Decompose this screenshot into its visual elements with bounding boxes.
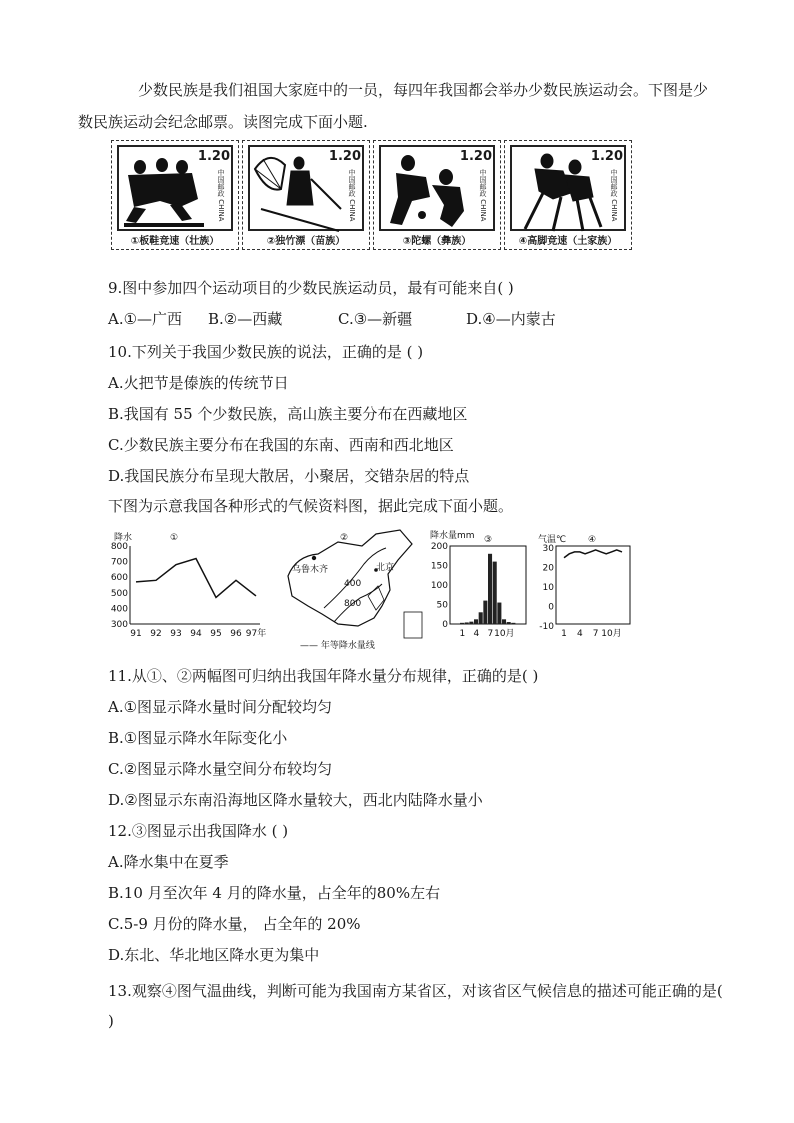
fig3-ytick-label: 100: [430, 581, 448, 591]
stamp-country: 中国邮政 CHINA: [348, 169, 356, 222]
fig1-ytick-label: 400: [110, 604, 128, 615]
q12-option-b[interactable]: B.10 月至次年 4 月的降水量，占全年的80%左右: [108, 884, 441, 902]
fig1-xtick-label: 93: [170, 629, 182, 639]
q10-option-b[interactable]: B.我国有 55 个少数民族，高山族主要分布在西藏地区: [108, 405, 468, 423]
fig1-ytick-label: 600: [110, 573, 128, 584]
fig3-ytick-label: 150: [430, 561, 448, 572]
stamp-1: [111, 140, 239, 250]
fig2-label: ②: [340, 533, 349, 543]
stamp-price: 1.20: [328, 149, 361, 164]
figure-1-precipitation-line: [108, 528, 268, 640]
fig1-ytick-label: 500: [110, 588, 128, 599]
urumqi-dot: [312, 556, 316, 560]
fig4-ytick-label: -10: [539, 622, 554, 632]
fig4-ytick-label: 0: [548, 602, 554, 613]
climate-intro: 下图为示意我国各种形式的气候资料图，据此完成下面小题。: [108, 497, 514, 515]
fig3-bar: [483, 601, 487, 624]
fig4-xtick-label: 7: [592, 629, 599, 639]
stamp-2: [242, 140, 370, 250]
stamp-price: 1.20: [459, 149, 492, 164]
south-sea-inset: [404, 612, 422, 638]
city-urumqi: 乌鲁木齐: [292, 565, 329, 575]
q9-option-d[interactable]: D.④—内蒙古: [466, 310, 556, 328]
fig3-bar: [497, 603, 501, 624]
fig3-xtick-label: 7: [487, 629, 494, 639]
stamp-caption: ①板鞋竞速（壮族）: [130, 236, 220, 247]
fig1-ylabel: 降水: [114, 533, 133, 543]
figure-2-isohyet-map: [278, 526, 428, 652]
fig1-xtick-label: 95: [210, 629, 222, 639]
city-beijing: 北京: [376, 563, 395, 573]
stamp-strip: [111, 140, 633, 250]
q9-option-c[interactable]: C.③—新疆: [338, 310, 413, 328]
fig3-bar: [474, 619, 478, 624]
stamp-country: 中国邮政 CHINA: [610, 169, 618, 222]
stamp-price: 1.20: [590, 149, 623, 164]
fig4-xtick-label: 1: [561, 629, 567, 639]
fig3-bar: [469, 622, 473, 624]
question-12-stem: 12.③图显示出我国降水 ( ): [108, 822, 289, 840]
fig3-bar: [511, 623, 515, 624]
fig4-ytick-label: 20: [542, 563, 554, 574]
fig1-xtick-label: 97年: [245, 629, 267, 639]
q11-option-b[interactable]: B.①图显示降水年际变化小: [108, 729, 288, 747]
q11-option-a[interactable]: A.①图显示降水量时间分配较均匀: [108, 698, 333, 716]
stamp-country: 中国邮政 CHINA: [217, 169, 225, 222]
q9-option-b[interactable]: B.②—西藏: [208, 310, 283, 328]
question-9-options: [108, 307, 556, 331]
china-outline: [288, 530, 412, 626]
fig1-series-line: [136, 558, 256, 597]
stamp-caption: ②独竹漂（苗族）: [266, 236, 346, 247]
fig3-bar: [465, 622, 469, 624]
q10-option-c[interactable]: C.少数民族主要分布在我国的东南、西南和西北地区: [108, 436, 454, 454]
question-11-stem: 11.从①、②两幅图可归纳出我国年降水量分布规律，正确的是( ): [108, 667, 539, 685]
fig1-ytick-label: 300: [110, 620, 128, 630]
fig3-bar: [460, 623, 464, 624]
intro-paragraph: [78, 74, 728, 138]
fig3-xtick-label: 1: [459, 629, 466, 639]
fig4-label: ④: [588, 535, 597, 545]
stamp-price: 1.20: [197, 149, 230, 164]
question-10-stem: 10.下列关于我国少数民族的说法，正确的是 ( ): [108, 343, 424, 361]
fig3-xtick-label: 4: [473, 629, 480, 639]
intro-line-1: 少数民族是我们祖国大家庭中的一员，每四年我国都会举办少数民族运动会。下图是少: [138, 81, 709, 99]
fig3-ytick-label: 50: [436, 600, 448, 611]
fig2-legend: —— 年等降水量线: [300, 641, 375, 651]
stamp-caption: ④高脚竞速（土家族）: [518, 236, 618, 247]
fig3-ytick-label: 0: [442, 620, 448, 630]
fig1-xtick-label: 92: [150, 629, 162, 639]
fig3-bar: [502, 619, 506, 624]
intro-line-2: 数民族运动会纪念邮票。读图完成下面小题.: [78, 113, 368, 131]
fig1-label: ①: [170, 533, 179, 543]
q11-option-c[interactable]: C.②图显示降水量空间分布较均匀: [108, 760, 333, 778]
fig4-ytick-label: 30: [542, 544, 554, 554]
fig3-ylabel: 降水量mm: [430, 531, 475, 541]
question-13-stem: [108, 976, 728, 1036]
question-9-stem: 9.图中参加四个运动项目的少数民族运动员，最有可能来自( ): [108, 279, 514, 297]
isohyet-400: 400: [344, 579, 362, 589]
q12-option-d[interactable]: D.东北、华北地区降水更为集中: [108, 946, 320, 964]
stamp-4: [504, 140, 632, 250]
q12-option-c[interactable]: C.5-9 月份的降水量， 占全年的 20%: [108, 915, 361, 933]
fig3-bar: [488, 554, 492, 624]
figure-3-monthly-precipitation: [428, 528, 530, 640]
fig4-temperature-line: [564, 550, 622, 558]
q11-option-d[interactable]: D.②图显示东南沿海地区降水量较大，西北内陆降水量小: [108, 791, 483, 809]
isohyet-800: 800: [344, 599, 362, 609]
fig3-bar: [507, 622, 511, 624]
fig1-ytick-label: 700: [110, 557, 128, 568]
fig3-bar: [493, 562, 497, 624]
fig1-ytick-label: 800: [110, 542, 128, 552]
fig4-ylabel: 气温℃: [538, 535, 567, 545]
fig1-xtick-label: 96: [230, 629, 242, 639]
fig3-label: ③: [484, 535, 493, 545]
fig1-xtick-label: 94: [190, 629, 202, 639]
q13-stem-text: 13.观察④图气温曲线，判断可能为我国南方某省区，对该省区气候信息的描述可能正确的是( ): [108, 982, 723, 1030]
fig4-xtick-label: 10月: [601, 629, 622, 639]
fig3-bar: [479, 612, 483, 624]
figure-4-temperature-curve: [534, 528, 634, 640]
fig3-ytick-label: 200: [430, 542, 448, 552]
q9-option-a[interactable]: A.①—广西: [108, 310, 183, 328]
stamp-3: [373, 140, 501, 250]
fig4-xtick-label: 4: [576, 629, 583, 639]
fig1-xtick-label: 91: [130, 629, 142, 639]
fig4-ytick-label: 10: [542, 583, 554, 593]
q10-option-a[interactable]: A.火把节是傣族的传统节日: [108, 374, 289, 392]
stamp-country: 中国邮政 CHINA: [479, 169, 487, 222]
q10-option-d[interactable]: D.我国民族分布呈现大散居，小聚居，交错杂居的特点: [108, 467, 470, 485]
fig3-xtick-label: 10月: [494, 629, 515, 639]
stamp-caption: ③陀螺（彝族）: [402, 236, 472, 247]
q12-option-a[interactable]: A.降水集中在夏季: [108, 853, 229, 871]
